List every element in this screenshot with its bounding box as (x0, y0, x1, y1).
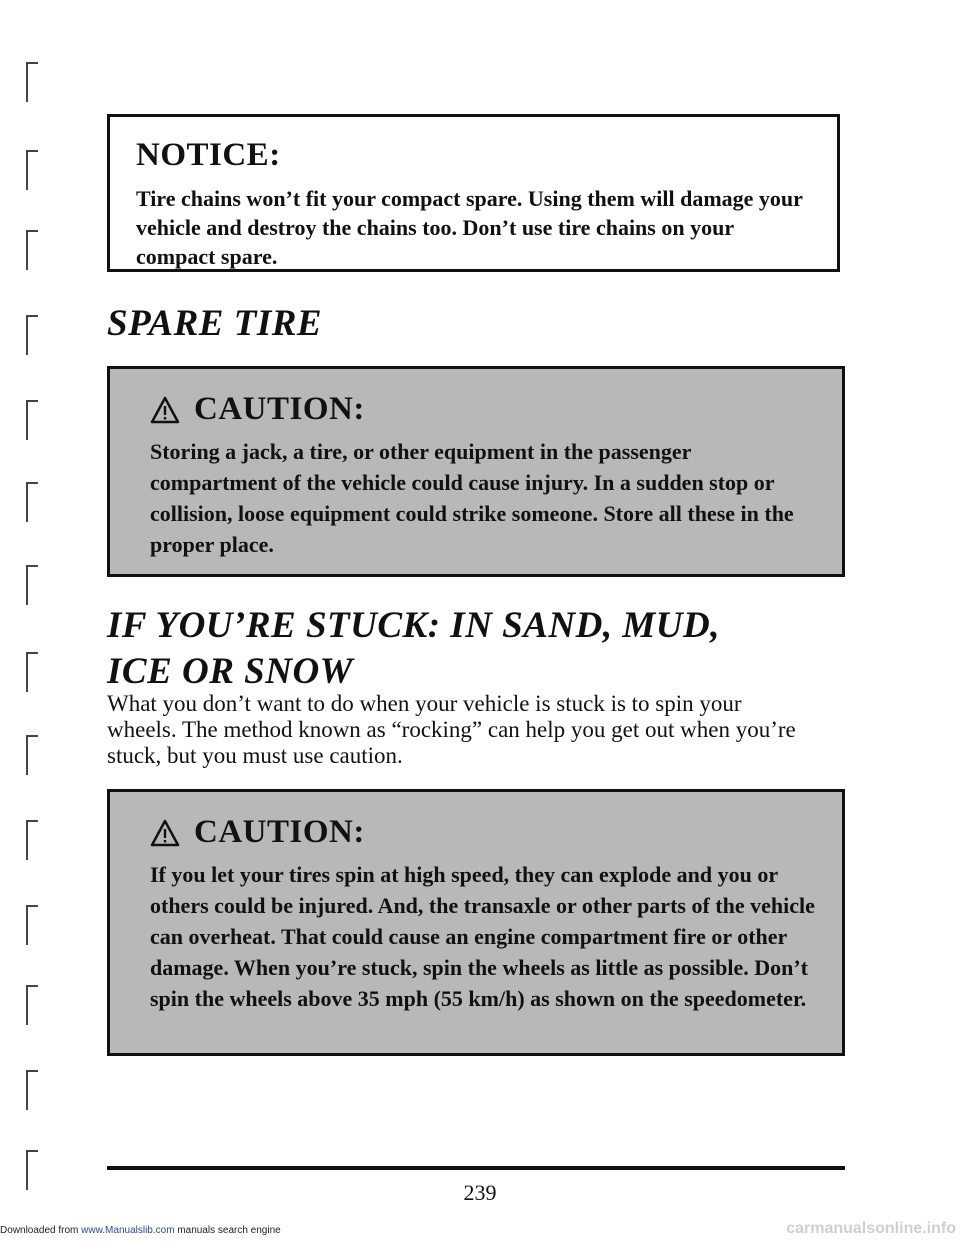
manualslib-link[interactable]: www.Manualslib.com (81, 1225, 175, 1236)
watermark: carmanualsonline.info (786, 1220, 956, 1237)
margin-mark (26, 735, 38, 775)
source-suffix: manuals search engine (174, 1225, 281, 1236)
margin-mark (26, 985, 38, 1025)
source-line (0, 1225, 281, 1236)
margin-mark (26, 150, 38, 190)
binding-margin-marks (0, 0, 60, 1200)
caution-text: Storing a jack, a tire, or other equipment in the passenger compartment of the vehicle could cause injury. In a sudden stop or collision, loose equipment could strike someone. Store all these in the proper place. (150, 439, 794, 557)
stuck-heading (107, 603, 720, 695)
margin-mark (26, 905, 38, 945)
source-prefix: Downloaded from (0, 1225, 82, 1236)
margin-mark (26, 400, 38, 440)
caution-text: If you let your tires spin at high speed, they can explode and you or others could be injured. And, the transaxle or other parts of the vehicle can overheat. That could cause an engine compartment fire or other damage. When you’re stuck, spin the wheels as little as possible. Don’t spin the wheels above 35 mph (55 km/h) as shown on the speedometer. (150, 862, 815, 1011)
caution-title: CAUTION: (194, 814, 365, 850)
warning-triangle-icon (150, 819, 180, 847)
caution-box-storage (107, 366, 845, 577)
stuck-paragraph: What you don’t want to do when your vehicle is stuck is to spin your wheels. The method known as “rocking” can help you get out when you’re stuck, but you must use caution. (107, 691, 796, 768)
margin-mark (26, 230, 38, 270)
notice-text: Tire chains won’t fit your compact spare. Using them will damage your vehicle and destroy the chains too. Don’t use tire chains on your compact spare. (136, 186, 803, 269)
footer-rule (107, 1166, 845, 1170)
margin-mark (26, 1070, 38, 1110)
spare-tire-heading: SPARE TIRE (107, 303, 323, 344)
margin-mark (26, 652, 38, 692)
notice-box (107, 114, 840, 272)
margin-mark (26, 482, 38, 522)
page-number: 239 (463, 1180, 497, 1205)
caution-box-tire-spin (107, 789, 845, 1056)
caution-title: CAUTION: (194, 391, 365, 427)
stuck-heading-line2: ICE OR SNOW (107, 651, 354, 692)
stuck-heading-line1: IF YOU’RE STUCK: IN SAND, MUD, (107, 605, 720, 646)
margin-mark (26, 62, 38, 102)
notice-title: NOTICE: (136, 137, 281, 173)
caution-header (150, 391, 816, 428)
margin-mark (26, 820, 38, 860)
caution-header (150, 814, 816, 851)
margin-mark (26, 565, 38, 605)
warning-triangle-icon (150, 396, 180, 424)
margin-mark (26, 315, 38, 355)
